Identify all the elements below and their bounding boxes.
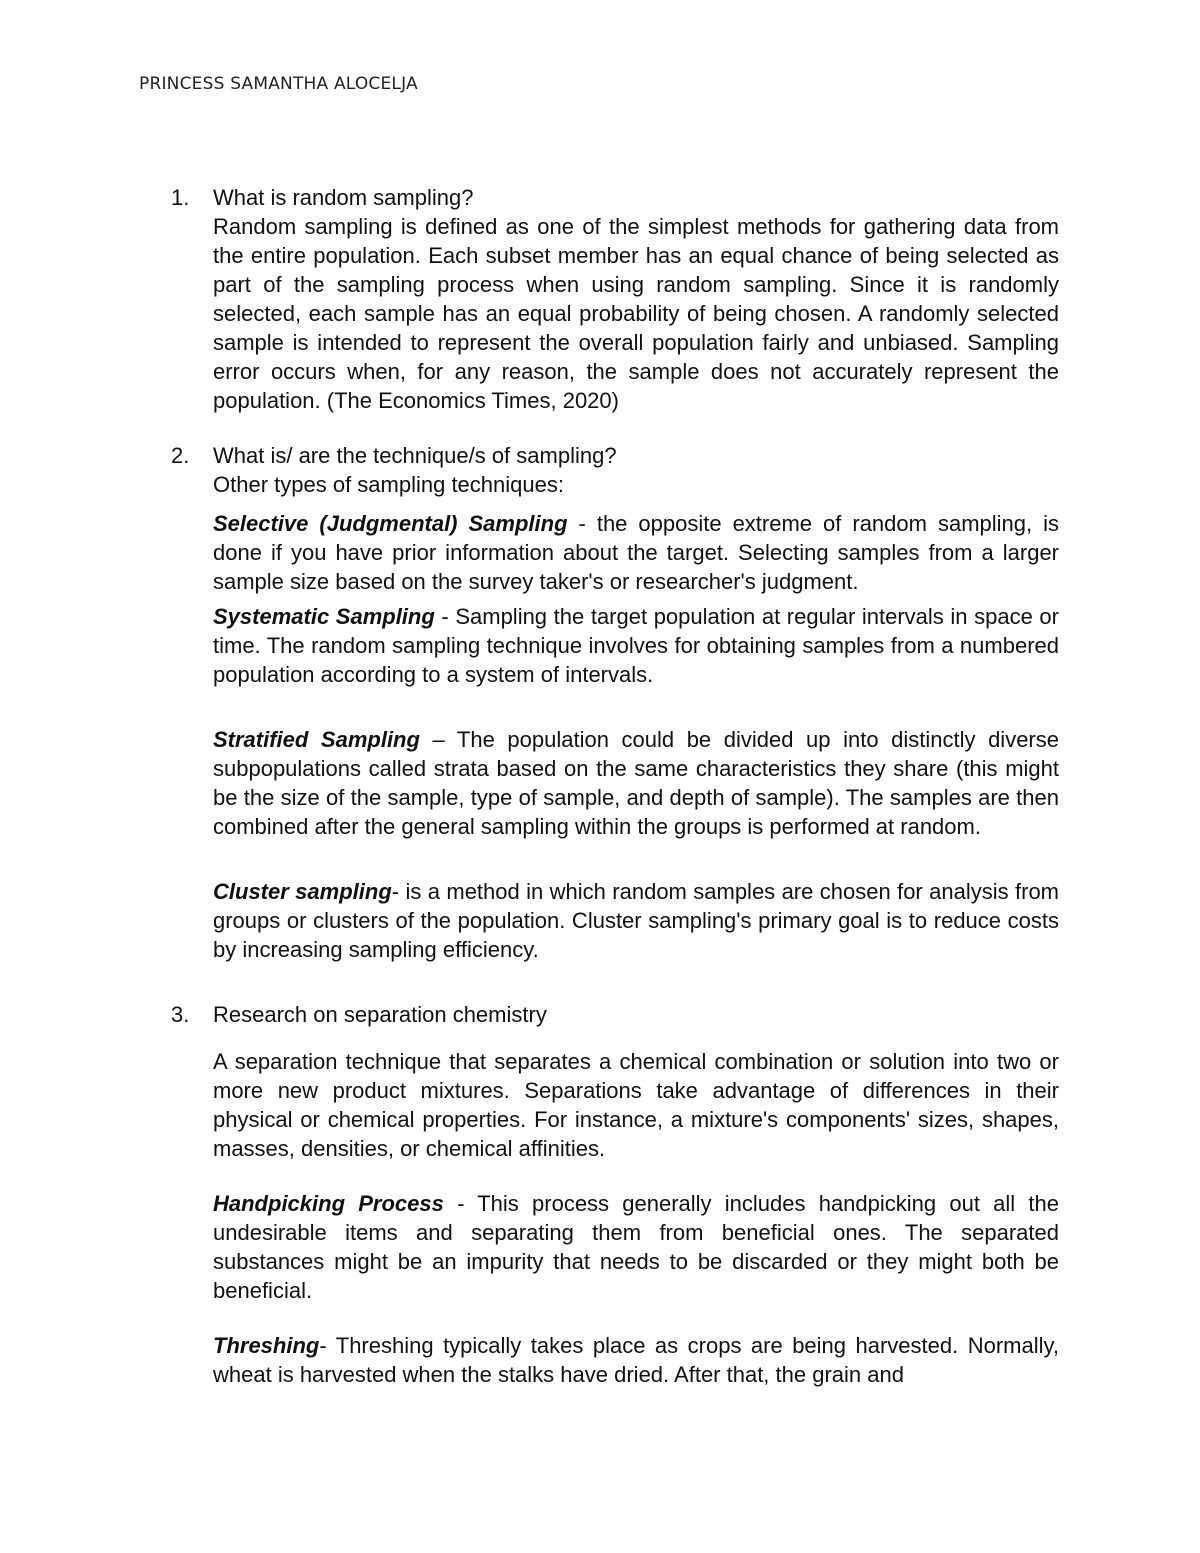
technique-term: Stratified Sampling bbox=[213, 727, 420, 752]
answer-paragraph: Random sampling is defined as one of the simplest methods for gathering data from the entire population. Each subset member has an equal chance of being selected as part of the sampling process when using random sampling. Since it is randomly selected, each sample has an equal probability of being chosen. A randomly selected sample is intended to represent the overall population fairly and unbiased. Sampling error occurs when, for any reason, the sample does not accurately represent the population. (The Economics Times, 2020) bbox=[213, 214, 1059, 413]
technique-term: Selective (Judgmental) Sampling bbox=[213, 511, 568, 536]
process-text: - Threshing typically takes place as crops are being harvested. Normally, wheat is harvested when the stalks have dried. After that, the grain and bbox=[213, 1333, 1059, 1387]
process-text: - This process generally includes handpicking out all the undesirable items and separating them from beneficial ones. The separated substances might be an impurity that needs to be discarded or they might both be beneficial. bbox=[213, 1191, 1059, 1303]
question-number: 3. bbox=[171, 1002, 190, 1027]
question-2 bbox=[171, 441, 1059, 964]
document-body bbox=[171, 183, 1059, 1389]
technique-text: - the opposite extreme of random sampling, is done if you have prior information about the target. Selecting samples from a larger sample size based on the survey taker's or researcher's judgment. bbox=[213, 511, 1059, 594]
question-title: What is/ are the technique/s of sampling? bbox=[213, 443, 617, 468]
author-header: PRINCESS SAMANTHA ALOCELJA bbox=[139, 74, 418, 94]
process-term: Threshing bbox=[213, 1333, 320, 1358]
technique-term: Cluster sampling bbox=[213, 879, 392, 904]
technique-text: - Sampling the target population at regular intervals in space or time. The random sampling technique involves for obtaining samples from a numbered population according to a system of intervals. bbox=[213, 604, 1059, 687]
process-paragraph bbox=[213, 1189, 1059, 1305]
technique-paragraph bbox=[213, 509, 1059, 596]
question-1 bbox=[171, 183, 1059, 415]
technique-text: – The population could be divided up into distinctly diverse subpopulations called strata based on the same characteristics they share (this might be the size of the sample, type of sample, and depth of sample). The samples are then combined after the general sampling within the groups is performed at random. bbox=[213, 727, 1059, 839]
question-3 bbox=[171, 1000, 1059, 1389]
question-number: 2. bbox=[171, 443, 190, 468]
technique-paragraph bbox=[213, 877, 1059, 964]
technique-text: - is a method in which random samples are chosen for analysis from groups or clusters of the population. Cluster sampling's primary goal is to reduce costs by increasing sampling efficiency. bbox=[213, 879, 1060, 962]
intro-paragraph: Other types of sampling techniques: bbox=[213, 472, 564, 497]
technique-term: Systematic Sampling bbox=[213, 604, 435, 629]
process-paragraph bbox=[213, 1331, 1059, 1389]
technique-paragraph bbox=[213, 725, 1059, 841]
process-term: Handpicking Process bbox=[213, 1191, 444, 1216]
question-title: Research on separation chemistry bbox=[213, 1002, 547, 1027]
question-title: What is random sampling? bbox=[213, 185, 474, 210]
technique-paragraph bbox=[213, 602, 1059, 689]
question-number: 1. bbox=[171, 185, 190, 210]
intro-paragraph: A separation technique that separates a chemical combination or solution into two or more new product mixtures. Separations take advantage of differences in their physical or chemical properties. For instance, a mixture's components' sizes, shapes, masses, densities, or chemical affinities. bbox=[213, 1049, 1059, 1161]
